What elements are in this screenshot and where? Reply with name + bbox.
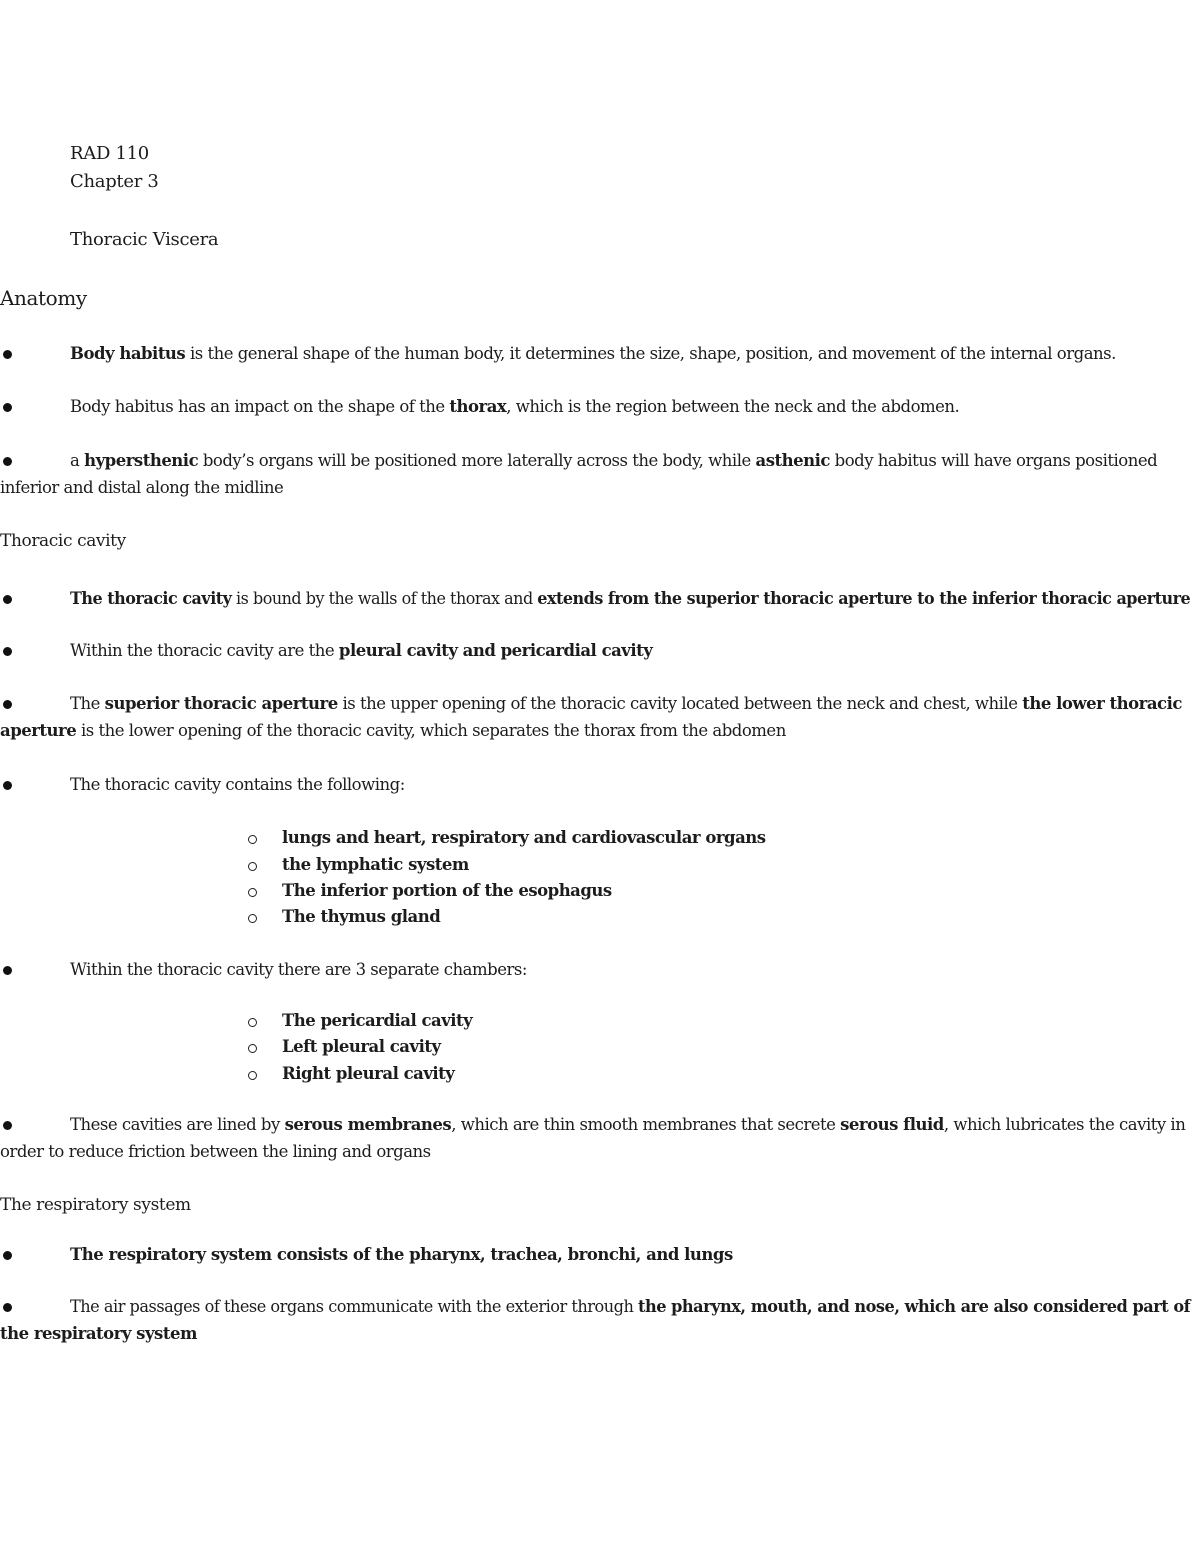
circle-bullet-icon: [248, 835, 257, 844]
bullet-text: Within the thoracic cavity are the pleural cavity and pericardial cavity: [70, 641, 653, 660]
bullet-text: The superior thoracic aperture is the upper opening of the thoracic cavity located between the neck and chest, while the lower thoracic: [70, 694, 1182, 713]
bullet-text: The thoracic cavity is bound by the walls of the thorax and extends from the superior thoracic aperture to the inferior thoracic aperture: [70, 589, 1191, 608]
bullet-text: The respiratory system consists of the pharynx, trachea, bronchi, and lungs: [70, 1245, 733, 1264]
bullet-text: Within the thoracic cavity there are 3 separate chambers:: [70, 960, 527, 979]
bullet-text: The thoracic cavity contains the following:: [70, 775, 405, 794]
bullet-text: The air passages of these organs communicate with the exterior through the pharynx, mouth, and nose, which are also considered part of: [70, 1297, 1191, 1316]
bullet-text-continued: inferior and distal along the midline: [0, 478, 284, 497]
sublist-item: the lymphatic system: [282, 855, 469, 874]
bullet-text: a hypersthenic body’s organs will be positioned more laterally across the body, while asthenic body habitus will have organs positioned: [70, 451, 1158, 470]
section-heading-thoracic-cavity: Thoracic cavity: [0, 531, 126, 551]
circle-bullet-icon: [248, 1071, 257, 1080]
sublist-item: lungs and heart, respiratory and cardiovascular organs: [282, 828, 766, 847]
bullet-icon: [3, 403, 12, 412]
section-heading-anatomy: Anatomy: [0, 286, 87, 310]
bullet-icon: [3, 1303, 12, 1312]
circle-bullet-icon: [248, 1018, 257, 1027]
bullet-text: Body habitus has an impact on the shape of the thorax, which is the region between the neck and the abdomen.: [70, 397, 960, 416]
sublist-item: Right pleural cavity: [282, 1064, 455, 1083]
bullet-icon: [3, 700, 12, 709]
circle-bullet-icon: [248, 1044, 257, 1053]
bullet-text: These cavities are lined by serous membranes, which are thin smooth membranes that secrete serous fluid, which lubricates the cavity in: [70, 1115, 1186, 1134]
bullet-icon: [3, 350, 12, 359]
bullet-icon: [3, 647, 12, 656]
circle-bullet-icon: [248, 914, 257, 923]
bullet-text-continued: the respiratory system: [0, 1324, 197, 1343]
bullet-icon: [3, 966, 12, 975]
bullet-icon: [3, 1251, 12, 1260]
bullet-icon: [3, 457, 12, 466]
sublist-item: Left pleural cavity: [282, 1037, 441, 1056]
topic-title: Thoracic Viscera: [70, 229, 219, 250]
section-heading-respiratory-system: The respiratory system: [0, 1195, 191, 1215]
bullet-text-continued: aperture is the lower opening of the thoracic cavity, which separates the thorax from the abdomen: [0, 721, 786, 740]
bullet-icon: [3, 781, 12, 790]
sublist-item: The pericardial cavity: [282, 1011, 473, 1030]
circle-bullet-icon: [248, 862, 257, 871]
course-code: RAD 110: [70, 143, 149, 164]
bullet-icon: [3, 1121, 12, 1130]
sublist-item: The inferior portion of the esophagus: [282, 881, 612, 900]
chapter-label: Chapter 3: [70, 171, 159, 192]
bullet-icon: [3, 595, 12, 604]
circle-bullet-icon: [248, 888, 257, 897]
bullet-text: Body habitus is the general shape of the human body, it determines the size, shape, position, and movement of the internal organs.: [70, 344, 1116, 363]
sublist-item: The thymus gland: [282, 907, 441, 926]
bullet-text-continued: order to reduce friction between the lining and organs: [0, 1142, 431, 1161]
